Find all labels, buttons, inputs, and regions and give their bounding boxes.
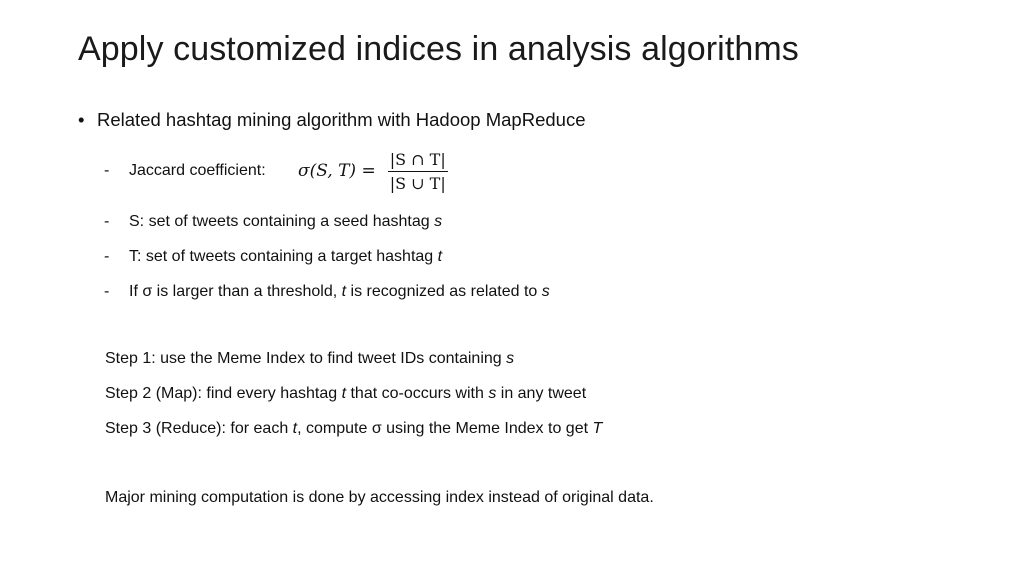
conclusion-text: Major mining computation is done by accessing index instead of original data.	[105, 489, 654, 506]
bullet-item	[78, 109, 585, 131]
dash: -	[104, 248, 110, 265]
step2-var-t: t	[341, 385, 347, 402]
s-def-text: S: set of tweets containing a seed hashtag	[129, 213, 435, 230]
jaccard-formula	[298, 146, 448, 196]
step2-text-b: that co-occurs with	[346, 385, 489, 402]
step3-text-b: , compute σ using the Meme Index to get	[297, 420, 593, 437]
step3-text-a: Step 3 (Reduce): for each	[105, 420, 293, 437]
t-def-text: T: set of tweets containing a target hashtag	[129, 248, 438, 265]
step-1	[105, 350, 514, 368]
s-def-var: s	[434, 213, 443, 230]
step1-text: Step 1: use the Meme Index to find tweet IDs containing	[105, 350, 507, 367]
step2-text-c: in any tweet	[496, 385, 587, 402]
dash: -	[104, 283, 110, 300]
formula-lhs: σ(S, T) =	[298, 161, 376, 181]
bullet-dot: •	[78, 109, 85, 130]
step-2	[105, 385, 586, 403]
sub-item-related-condition	[104, 283, 550, 301]
t-def-var: t	[437, 248, 443, 265]
step2-var-s: s	[488, 385, 497, 402]
step1-var: s	[506, 350, 515, 367]
step3-var-T: T	[592, 420, 603, 437]
jaccard-label: Jaccard coefficient:	[129, 162, 266, 179]
sub-item-t-definition	[104, 248, 442, 266]
step2-text-a: Step 2 (Map): find every hashtag	[105, 385, 342, 402]
related-var-s: s	[541, 283, 550, 300]
slide-title: Apply customized indices in analysis algorithms	[78, 30, 799, 68]
related-var-t: t	[341, 283, 347, 300]
dash: -	[104, 213, 110, 230]
formula-numerator: |S ∩ T|	[388, 150, 448, 172]
step3-var-t: t	[292, 420, 298, 437]
related-text-a: If σ is larger than a threshold,	[129, 283, 342, 300]
dash: -	[104, 162, 110, 179]
sub-item-s-definition	[104, 213, 442, 231]
formula-denominator: |S ∪ T|	[389, 173, 446, 193]
formula-fraction	[388, 150, 448, 193]
bullet-text: Related hashtag mining algorithm with Hadoop MapReduce	[97, 109, 586, 130]
related-text-b: is recognized as related to	[346, 283, 542, 300]
step-3	[105, 420, 602, 438]
sub-item-jaccard	[104, 162, 266, 180]
